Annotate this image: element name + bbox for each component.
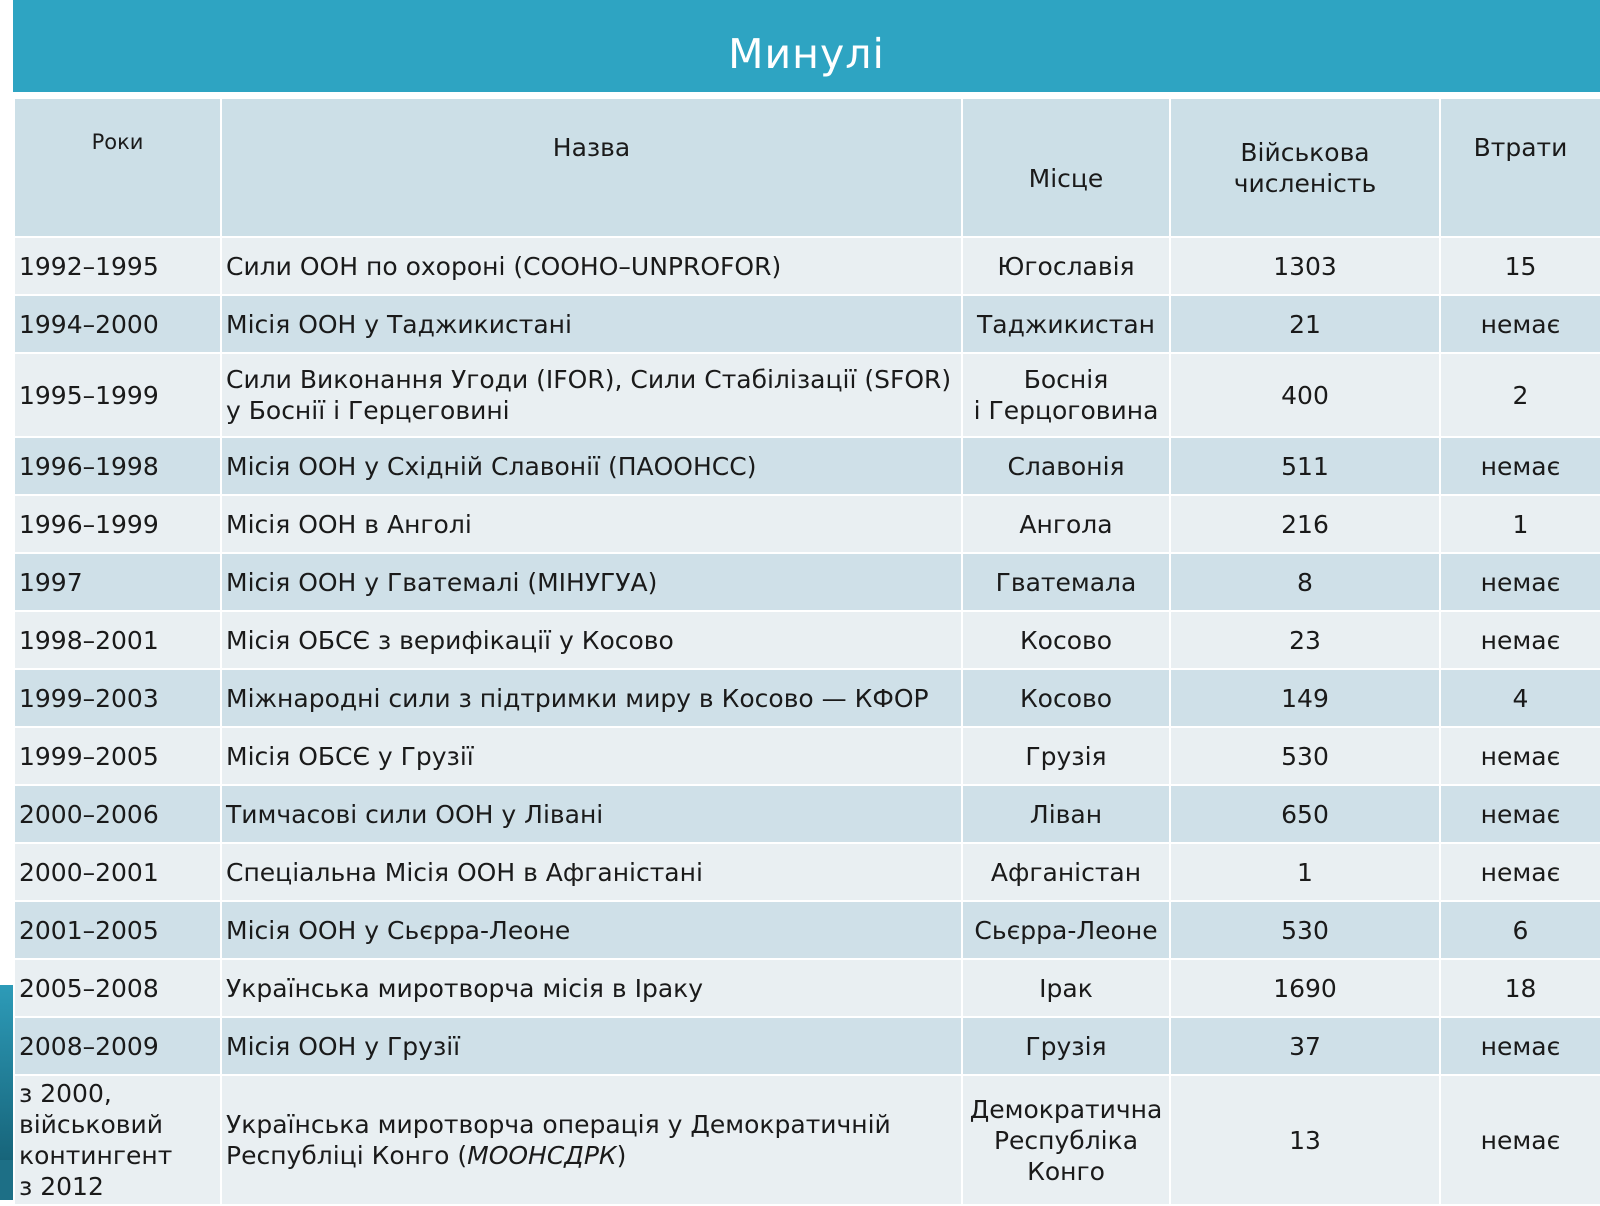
table-row [14,843,1600,901]
cell-years: з 2000, військовий контингент з 2012 [14,1075,221,1205]
cell-troops: 13 [1170,1075,1440,1205]
cell-place: Боснія і Герцоговина [962,353,1170,437]
cell-years: 2008–2009 [14,1017,221,1075]
table-row [14,959,1600,1017]
header-name: Назва [221,98,962,237]
cell-troops: 1303 [1170,237,1440,295]
cell-place: Сьєрра-Леоне [962,901,1170,959]
cell-troops: 23 [1170,611,1440,669]
cell-troops: 8 [1170,553,1440,611]
cell-name: Місія ООН у Грузії [221,1017,962,1075]
cell-years: 1994–2000 [14,295,221,353]
cell-name: Місія ООН у Гватемалі (МІНУГУА) [221,553,962,611]
table-row [14,727,1600,785]
cell-name: Українська миротворча місія в Іраку [221,959,962,1017]
header-place: Місце [962,98,1170,237]
table-row [14,669,1600,727]
cell-name-main: Українська миротворча операція у Демократичній Республіці Конго ( [226,1110,891,1170]
cell-place: Демократична Республіка Конго [962,1075,1170,1205]
cell-losses: немає [1440,295,1600,353]
cell-place: Ірак [962,959,1170,1017]
table-row [14,237,1600,295]
cell-losses: немає [1440,1075,1600,1205]
cell-years: 1999–2003 [14,669,221,727]
cell-losses: 1 [1440,495,1600,553]
cell-name: Спеціальна Місія ООН в Афганістані [221,843,962,901]
cell-place: Грузія [962,727,1170,785]
cell-place: Югославія [962,237,1170,295]
cell-name [221,1075,962,1205]
table-row [14,495,1600,553]
cell-years: 1992–1995 [14,237,221,295]
cell-place: Косово [962,611,1170,669]
cell-troops: 1690 [1170,959,1440,1017]
cell-place: Афганістан [962,843,1170,901]
cell-name: Сили ООН по охороні (СООНО–UNPROFOR) [221,237,962,295]
table-row [14,1075,1600,1205]
cell-years: 2001–2005 [14,901,221,959]
cell-losses: 2 [1440,353,1600,437]
cell-losses: немає [1440,611,1600,669]
cell-name: Місія ООН у Сьєрра-Леоне [221,901,962,959]
cell-years: 1999–2005 [14,727,221,785]
table-row [14,295,1600,353]
cell-troops: 21 [1170,295,1440,353]
cell-place: Косово [962,669,1170,727]
cell-place: Таджикистан [962,295,1170,353]
cell-losses: 6 [1440,901,1600,959]
cell-name: Міжнародні сили з підтримки миру в Косово — КФОР [221,669,962,727]
cell-losses: немає [1440,1017,1600,1075]
cell-troops: 216 [1170,495,1440,553]
header-losses: Втрати [1440,98,1600,237]
cell-troops: 530 [1170,727,1440,785]
title-bar [13,0,1600,92]
cell-losses: немає [1440,785,1600,843]
cell-name: Місія ОБСЄ у Грузії [221,727,962,785]
cell-place: Славонія [962,437,1170,495]
header-years: Роки [14,98,221,237]
cell-place: Ангола [962,495,1170,553]
cell-troops: 511 [1170,437,1440,495]
cell-losses: немає [1440,553,1600,611]
cell-troops: 149 [1170,669,1440,727]
cell-troops: 650 [1170,785,1440,843]
cell-name: Місія ОБСЄ з верифікації у Косово [221,611,962,669]
cell-troops: 400 [1170,353,1440,437]
cell-years: 1996–1998 [14,437,221,495]
cell-troops: 1 [1170,843,1440,901]
table-row [14,785,1600,843]
cell-years: 2005–2008 [14,959,221,1017]
cell-years: 2000–2001 [14,843,221,901]
slide-title: Минулі [728,30,885,78]
cell-place: Гватемала [962,553,1170,611]
cell-losses: немає [1440,727,1600,785]
cell-losses: 15 [1440,237,1600,295]
cell-name: Місія ООН у Таджикистані [221,295,962,353]
cell-years: 1995–1999 [14,353,221,437]
cell-place: Ліван [962,785,1170,843]
cell-losses: немає [1440,843,1600,901]
cell-name-abbreviation: МООНСДРК [467,1141,617,1170]
table-row [14,553,1600,611]
table-row [14,611,1600,669]
cell-name: Сили Виконання Угоди (IFOR), Сили Стабілізації (SFOR) у Боснії і Герцеговині [221,353,962,437]
cell-years: 1996–1999 [14,495,221,553]
table-row [14,353,1600,437]
cell-losses: 18 [1440,959,1600,1017]
cell-losses: немає [1440,437,1600,495]
cell-troops: 530 [1170,901,1440,959]
cell-years: 1998–2001 [14,611,221,669]
cell-years: 2000–2006 [14,785,221,843]
header-troops: Військова численість [1170,98,1440,237]
cell-name: Місія ООН в Анголі [221,495,962,553]
cell-place: Грузія [962,1017,1170,1075]
cell-years: 1997 [14,553,221,611]
table-row [14,1017,1600,1075]
table-row [14,901,1600,959]
cell-name: Тимчасові сили ООН у Лівані [221,785,962,843]
table-header-row [14,98,1600,237]
cell-name: Місія ООН у Східній Славонії (ПАООНСС) [221,437,962,495]
cell-name-close: ) [616,1141,627,1170]
cell-losses: 4 [1440,669,1600,727]
missions-table [13,97,1600,1206]
cell-troops: 37 [1170,1017,1440,1075]
table-row [14,437,1600,495]
